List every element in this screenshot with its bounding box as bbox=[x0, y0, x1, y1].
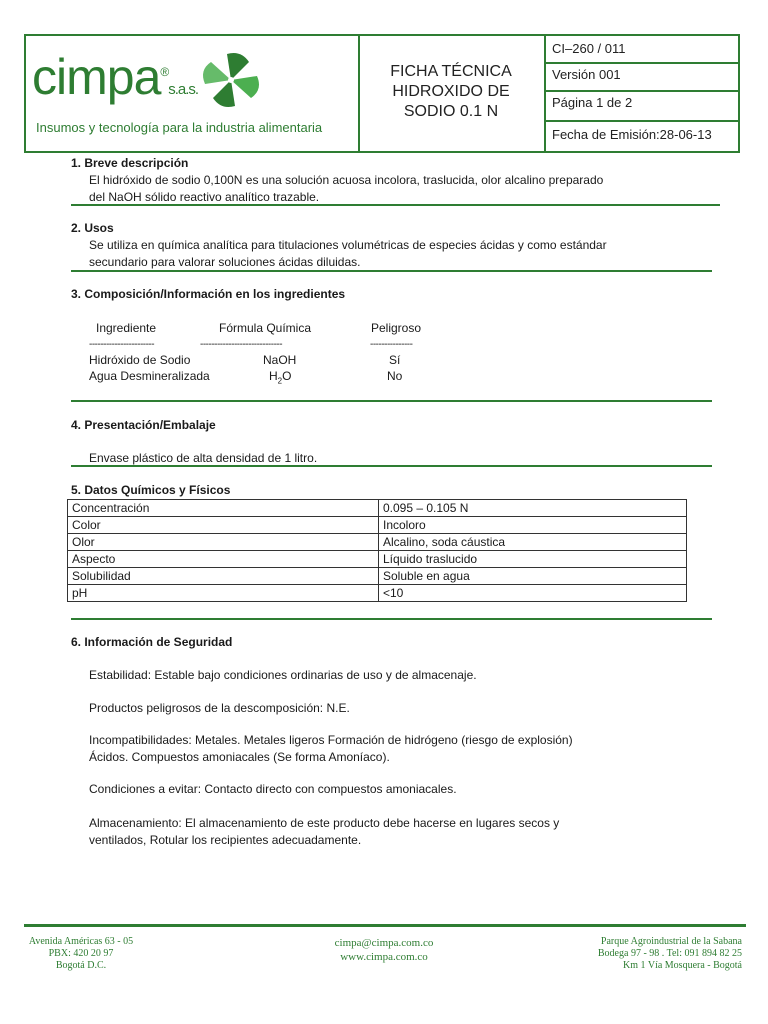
ingredient-danger: Sí bbox=[389, 353, 401, 367]
ingredient-danger: No bbox=[387, 369, 403, 383]
emission-date: Fecha de Emisión:28-06-13 bbox=[552, 127, 712, 142]
dash-rule: ----------------------- bbox=[89, 339, 155, 350]
ingredient-name: Agua Desmineralizada bbox=[89, 369, 210, 383]
table-row: Solubilidad Soluble en agua bbox=[68, 568, 687, 585]
footer-website[interactable]: www.cimpa.com.co bbox=[340, 951, 428, 963]
footer-address: Avenida Américas 63 - 05 PBX: 420 20 97 Bogotá D.C. bbox=[28, 936, 134, 971]
footer-contact bbox=[300, 936, 468, 964]
ingredient-formula: $H_2O$ bbox=[269, 369, 292, 386]
document-title: FICHA TÉCNICA HIDROXIDO DE SODIO 0.1 N bbox=[390, 63, 512, 120]
ingredient-name: Hidróxido de Sodio bbox=[89, 353, 191, 367]
section-5-title: 5. Datos Químicos y Físicos bbox=[71, 483, 231, 497]
divider bbox=[71, 400, 712, 402]
divider bbox=[71, 465, 712, 467]
pinwheel-logo-icon bbox=[196, 52, 266, 108]
safety-decomposition: Productos peligrosos de la descomposición: N.E. bbox=[89, 701, 350, 715]
ingredient-formula: NaOH bbox=[263, 353, 297, 367]
safety-stability: Estabilidad: Estable bajo condiciones ordinarias de uso y de almacenaje. bbox=[89, 668, 477, 682]
col-header-danger: Peligroso bbox=[371, 321, 422, 335]
section-2-title: 2. Usos bbox=[71, 221, 114, 235]
section-2-text: Se utiliza en química analítica para titulaciones volumétricas de especies ácidas y como estándar secundario para valorar soluciones ácidas diluidas. bbox=[89, 238, 607, 269]
divider bbox=[71, 270, 712, 272]
safety-conditions: Condiciones a evitar: Contacto directo con compuestos amoniacales. bbox=[89, 782, 457, 796]
footer-email[interactable]: cimpa@cimpa.com.co bbox=[334, 937, 434, 949]
divider bbox=[71, 618, 712, 620]
table-row: Color Incoloro bbox=[68, 517, 687, 534]
table-row: Concentración 0.095 – 0.105 N bbox=[68, 500, 687, 517]
safety-storage: Almacenamiento: El almacenamiento de este producto debe hacerse en lugares secos y ventilados, Rotular los recipientes adecuadamente. bbox=[89, 816, 560, 847]
dash-rule: ----------------------------- bbox=[200, 339, 283, 350]
company-tagline: Insumos y tecnología para la industria alimentaria bbox=[36, 120, 323, 135]
section-1-text: El hidróxido de sodio 0,100N es una solución acuosa incolora, traslucida, olor alcalino preparado del NaOH sólido reactivo analítico trazable. bbox=[89, 173, 604, 204]
document-code: CI–260 / 011 bbox=[552, 41, 626, 56]
col-header-formula: Fórmula Química bbox=[219, 321, 312, 335]
safety-incompatibilities: Incompatibilidades: Metales. Metales ligeros Formación de hidrógeno (riesgo de explosión) Ácidos. Compuestos amoniacales (Se forma Amoníaco). bbox=[89, 733, 573, 764]
dash-rule: --------------- bbox=[370, 339, 413, 350]
section-1-title: 1. Breve descripción bbox=[71, 156, 189, 170]
chemical-data-table bbox=[67, 499, 687, 602]
section-6-title: 6. Información de Seguridad bbox=[71, 635, 233, 649]
table-row: pH <10 bbox=[68, 585, 687, 602]
table-row: Olor Alcalino, soda cáustica bbox=[68, 534, 687, 551]
document-version: Versión 001 bbox=[552, 67, 621, 82]
footer-location: Parque Agroindustrial de la Sabana Bodega 97 - 98 . Tel: 091 894 82 25 Km 1 Vía Mosquera - Bogotá bbox=[597, 936, 742, 971]
page-number: Página 1 de 2 bbox=[552, 95, 633, 110]
divider bbox=[71, 204, 720, 206]
section-4-title: 4. Presentación/Embalaje bbox=[71, 418, 216, 432]
section-3-title: 3. Composición/Información en los ingredientes bbox=[71, 287, 346, 301]
company-logo: cimpa®s.a.s. bbox=[32, 49, 199, 105]
col-header-ingredient: Ingrediente bbox=[96, 321, 157, 335]
section-4-text: Envase plástico de alta densidad de 1 litro. bbox=[89, 451, 318, 465]
table-row: Aspecto Líquido traslucido bbox=[68, 551, 687, 568]
footer-divider bbox=[24, 924, 746, 927]
